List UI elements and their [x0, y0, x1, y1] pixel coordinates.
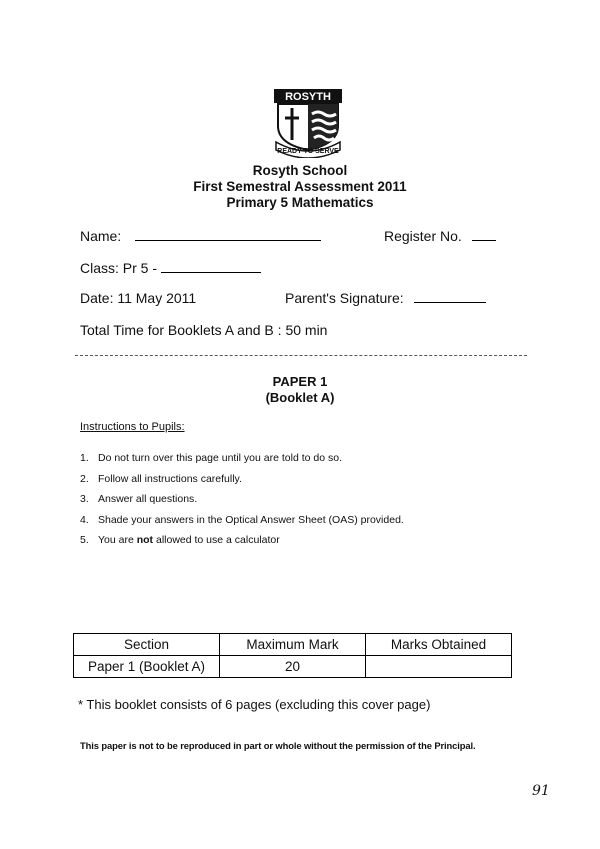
instruction-item: 3. Answer all questions.: [80, 493, 198, 505]
name-line: [135, 239, 321, 241]
divider-line: [75, 355, 527, 356]
parent-signature-label: Parent's Signature:: [285, 290, 404, 306]
register-label: Register No.: [384, 228, 462, 244]
class-label: Class: Pr 5 -: [80, 260, 158, 276]
svg-text:READY TO SERVE: READY TO SERVE: [277, 148, 339, 155]
name-field: [80, 228, 321, 244]
name-label: Name:: [80, 228, 122, 244]
paper-title: PAPER 1: [272, 374, 328, 389]
header-marks-obtained: Marks Obtained: [366, 634, 512, 656]
instruction-item: 1. Do not turn over this page until you are told to do so.: [80, 452, 342, 464]
cell-marks-obtained: [366, 656, 512, 678]
cell-section: Paper 1 (Booklet A): [74, 656, 220, 678]
class-field: [80, 260, 261, 276]
school-crest-logo: [272, 88, 344, 158]
booklet-note: * This booklet consists of 6 pages (excluding this cover page): [78, 697, 431, 712]
date-field: Date: 11 May 2011: [80, 290, 197, 306]
instruction-item: 2. Follow all instructions carefully.: [80, 472, 242, 485]
copyright-notice: This paper is not to be reproduced in part or whole without the permission of the Principal.: [80, 740, 476, 751]
total-time: Total Time for Booklets A and B : 50 min: [80, 322, 328, 338]
parent-signature-line: [414, 301, 486, 303]
instructions-list: [80, 448, 404, 551]
cell-maximum-mark: 20: [220, 656, 366, 678]
svg-text:ROSYTH: ROSYTH: [285, 91, 331, 103]
subject-title: Primary 5 Mathematics: [226, 195, 374, 210]
instructions-heading: Instructions to Pupils:: [80, 421, 185, 433]
register-field: [384, 228, 496, 244]
header-section: Section: [74, 634, 220, 656]
booklet-title: (Booklet A): [265, 390, 335, 405]
instruction-item: 4. Shade your answers in the Optical Answer Sheet (OAS) provided.: [80, 513, 404, 526]
assessment-title: First Semestral Assessment 2011: [193, 179, 407, 194]
table-header-row: [74, 634, 512, 656]
marks-table: [73, 633, 512, 678]
header-maximum-mark: Maximum Mark: [220, 634, 366, 656]
class-line: [161, 271, 261, 273]
parent-signature-field: [285, 290, 486, 306]
table-row: [74, 656, 512, 678]
instruction-item: 5. You are not allowed to use a calculator: [80, 534, 280, 546]
school-name: Rosyth School: [252, 163, 348, 178]
register-line: [472, 239, 496, 241]
handwritten-page-mark: 91: [532, 783, 550, 799]
